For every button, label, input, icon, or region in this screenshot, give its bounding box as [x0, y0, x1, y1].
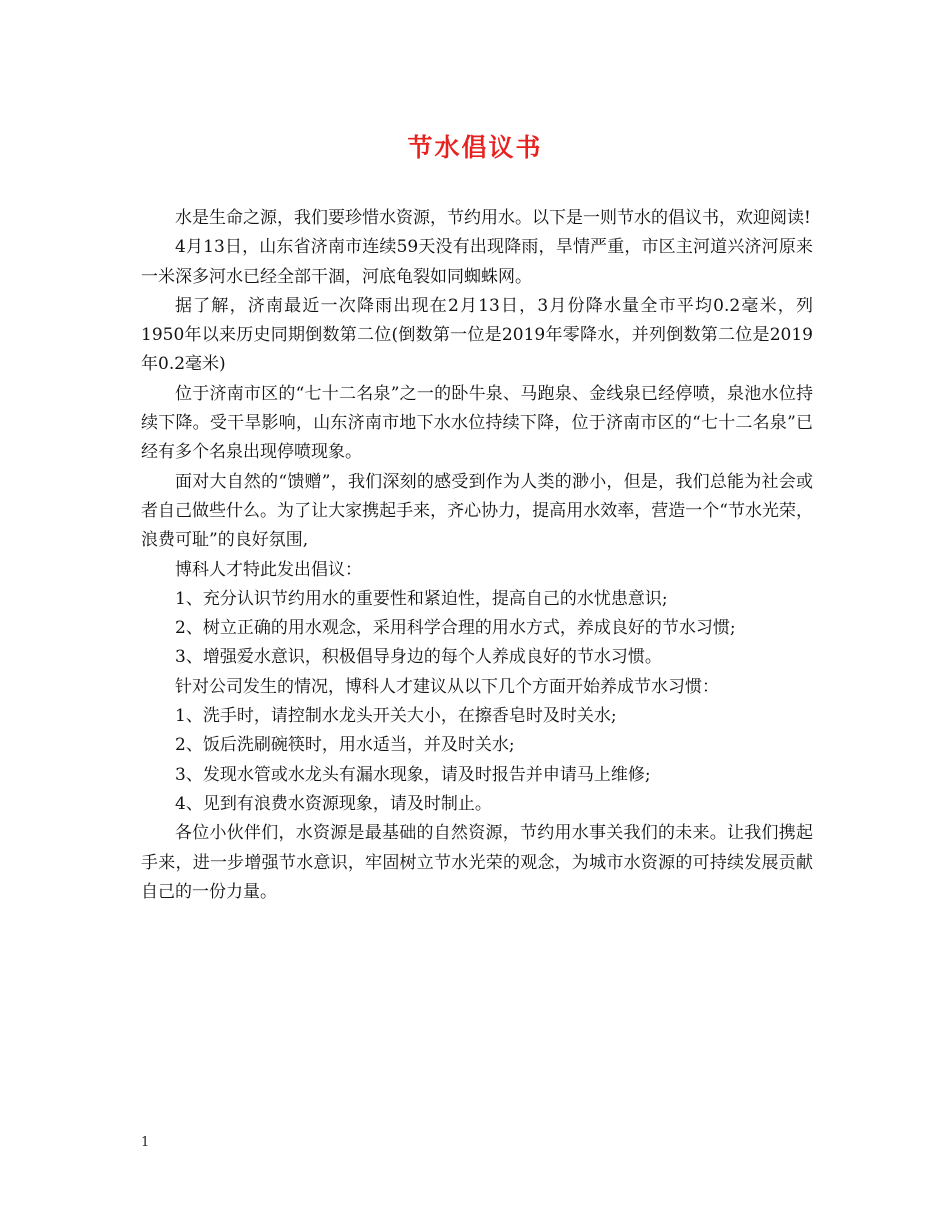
list-item: 4、见到有浪费水资源现象，请及时制止。 — [175, 793, 492, 814]
list-item: 2、饭后洗刷碗筷时，用水适当，并及时关水; — [175, 735, 515, 756]
paragraph: 水是生命之源，我们要珍惜水资源，节约用水。以下是一则节水的倡议书，欢迎阅读! — [175, 208, 811, 228]
list-item: 1、洗手时，请控制水龙头开关大小，在擦香皂时及时关水; — [175, 706, 617, 727]
paragraph: 面对大自然的“馈赠”，我们深刻的感受到作为人类的渺小，但是，我们总能为社会或者自己做些什么。为了让大家携起手来，齐心协力，提高用水效率，营造一个“节水光荣，浪费可耻”的良好氛围, — [141, 471, 813, 551]
paragraph: 博科人才特此发出倡议： — [175, 559, 362, 580]
paragraph: 位于济南市区的“七十二名泉”之一的卧牛泉、马跑泉、金线泉已经停喷，泉池水位持续下降。受干旱影响，山东济南市地下水水位持续下降，位于济南市区的“七十二名泉”已经有多个名泉出现停喷现象。 — [141, 383, 813, 463]
document-title: 节水倡议书 — [407, 133, 543, 162]
list-item: 1、充分认识节约用水的重要性和紧迫性，提高自己的水忧患意识; — [175, 588, 668, 609]
list-item: 2、树立正确的用水观念，采用科学合理的用水方式，养成良好的节水习惯; — [175, 618, 736, 639]
paragraph: 针对公司发生的情况，博科人才建议从以下几个方面开始养成节水习惯： — [175, 676, 719, 697]
document-body — [141, 204, 813, 907]
paragraph: 4月13日，山东省济南市连续59天没有出现降雨，旱情严重，市区主河道兴济河原来一米深多河水已经全部干涸，河底龟裂如同蜘蛛网。 — [141, 237, 813, 287]
paragraph: 各位小伙伴们，水资源是最基础的自然资源，节约用水事关我们的未来。让我们携起手来，进一步增强节水意识，牢固树立节水光荣的观念，为城市水资源的可持续发展贡献自己的一份力量。 — [141, 823, 813, 902]
list-item: 3、增强爱水意识，积极倡导身边的每个人养成良好的节水习惯。 — [175, 647, 662, 668]
page-number: 1 — [141, 1135, 150, 1150]
paragraph: 据了解，济南最近一次降雨出现在2月13日，3月份降水量全市平均0.2毫米，列1950年以来历史同期倒数第二位(倒数第一位是2019年零降水，并列倒数第二位是2019年0.2毫米) — [141, 295, 813, 375]
list-item: 3、发现水管或水龙头有漏水现象，请及时报告并申请马上维修; — [175, 764, 651, 785]
